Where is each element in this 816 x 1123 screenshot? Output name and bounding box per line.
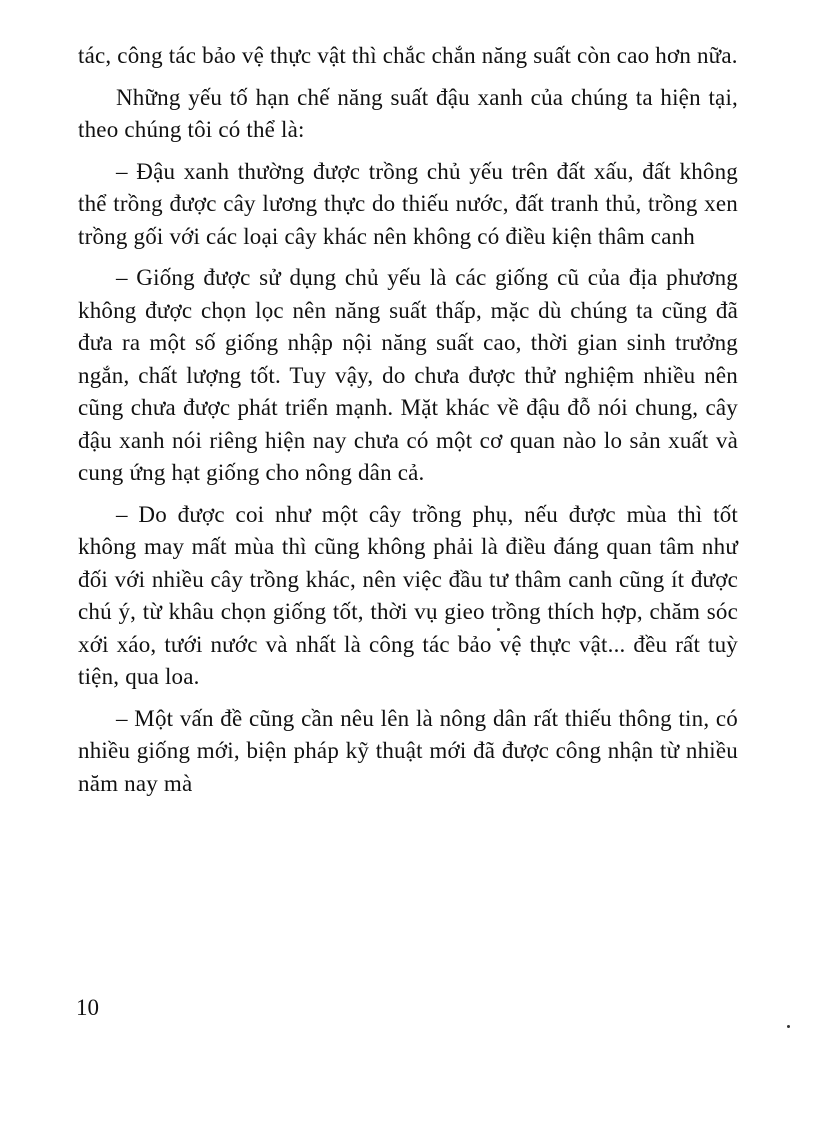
paragraph-limiting-factors-intro: Những yếu tố hạn chế năng suất đậu xanh của chúng ta hiện tại, theo chúng tôi có thể là: xyxy=(78,84,738,142)
page-number: 10 xyxy=(76,995,99,1020)
scan-speck xyxy=(787,1025,790,1028)
paragraph-lack-of-information: – Một vấn đề cũng cần nêu lên là nông dân rất thiếu thông tin, có nhiều giống mới, biện pháp kỹ thuật mới đã được công nhận từ nhiều năm nay mà xyxy=(78,705,738,796)
body-text xyxy=(78,40,738,800)
paragraph-poor-soil: – Đậu xanh thường được trồng chủ yếu trên đất xấu, đất không thể trồng được cây lương thực do thiếu nước, đất tranh thủ, trồng xen trồng gối với các loại cây khác nên không có điều kiện thâm canh xyxy=(78,158,738,249)
paragraph-continuation: tác, công tác bảo vệ thực vật thì chắc chắn năng suất còn cao hơn nữa. xyxy=(78,43,738,68)
scan-speck xyxy=(497,628,500,631)
paragraph-secondary-crop: – Do được coi như một cây trồng phụ, nếu được mùa thì tốt không may mất mùa thì cũng không phải là điều đáng quan tâm như đối với nhiều cây trồng khác, nên việc đầu tư thâm canh cũng ít được chú ý, từ khâu chọn giống tốt, thời vụ gieo trồng thích hợp, chăm sóc xới xáo, tưới nước và nhất là công tác bảo vệ thực vật... đều rất tuỳ tiện, qua loa. xyxy=(78,501,738,689)
paragraph-seed-varieties: – Giống được sử dụng chủ yếu là các giống cũ của địa phương không được chọn lọc nên năng suất thấp, mặc dù chúng ta cũng đã đưa ra một số giống nhập nội năng suất cao, thời gian sinh trưởng ngắn, chất lượng tốt. Tuy vậy, do chưa được thử nghiệm nhiều nên cũng chưa được phát triển mạnh. Mặt khác về đậu đỗ nói chung, cây đậu xanh nói riêng hiện nay chưa có một cơ quan nào lo sản xuất và cung ứng hạt giống cho nông dân cả. xyxy=(78,265,738,485)
